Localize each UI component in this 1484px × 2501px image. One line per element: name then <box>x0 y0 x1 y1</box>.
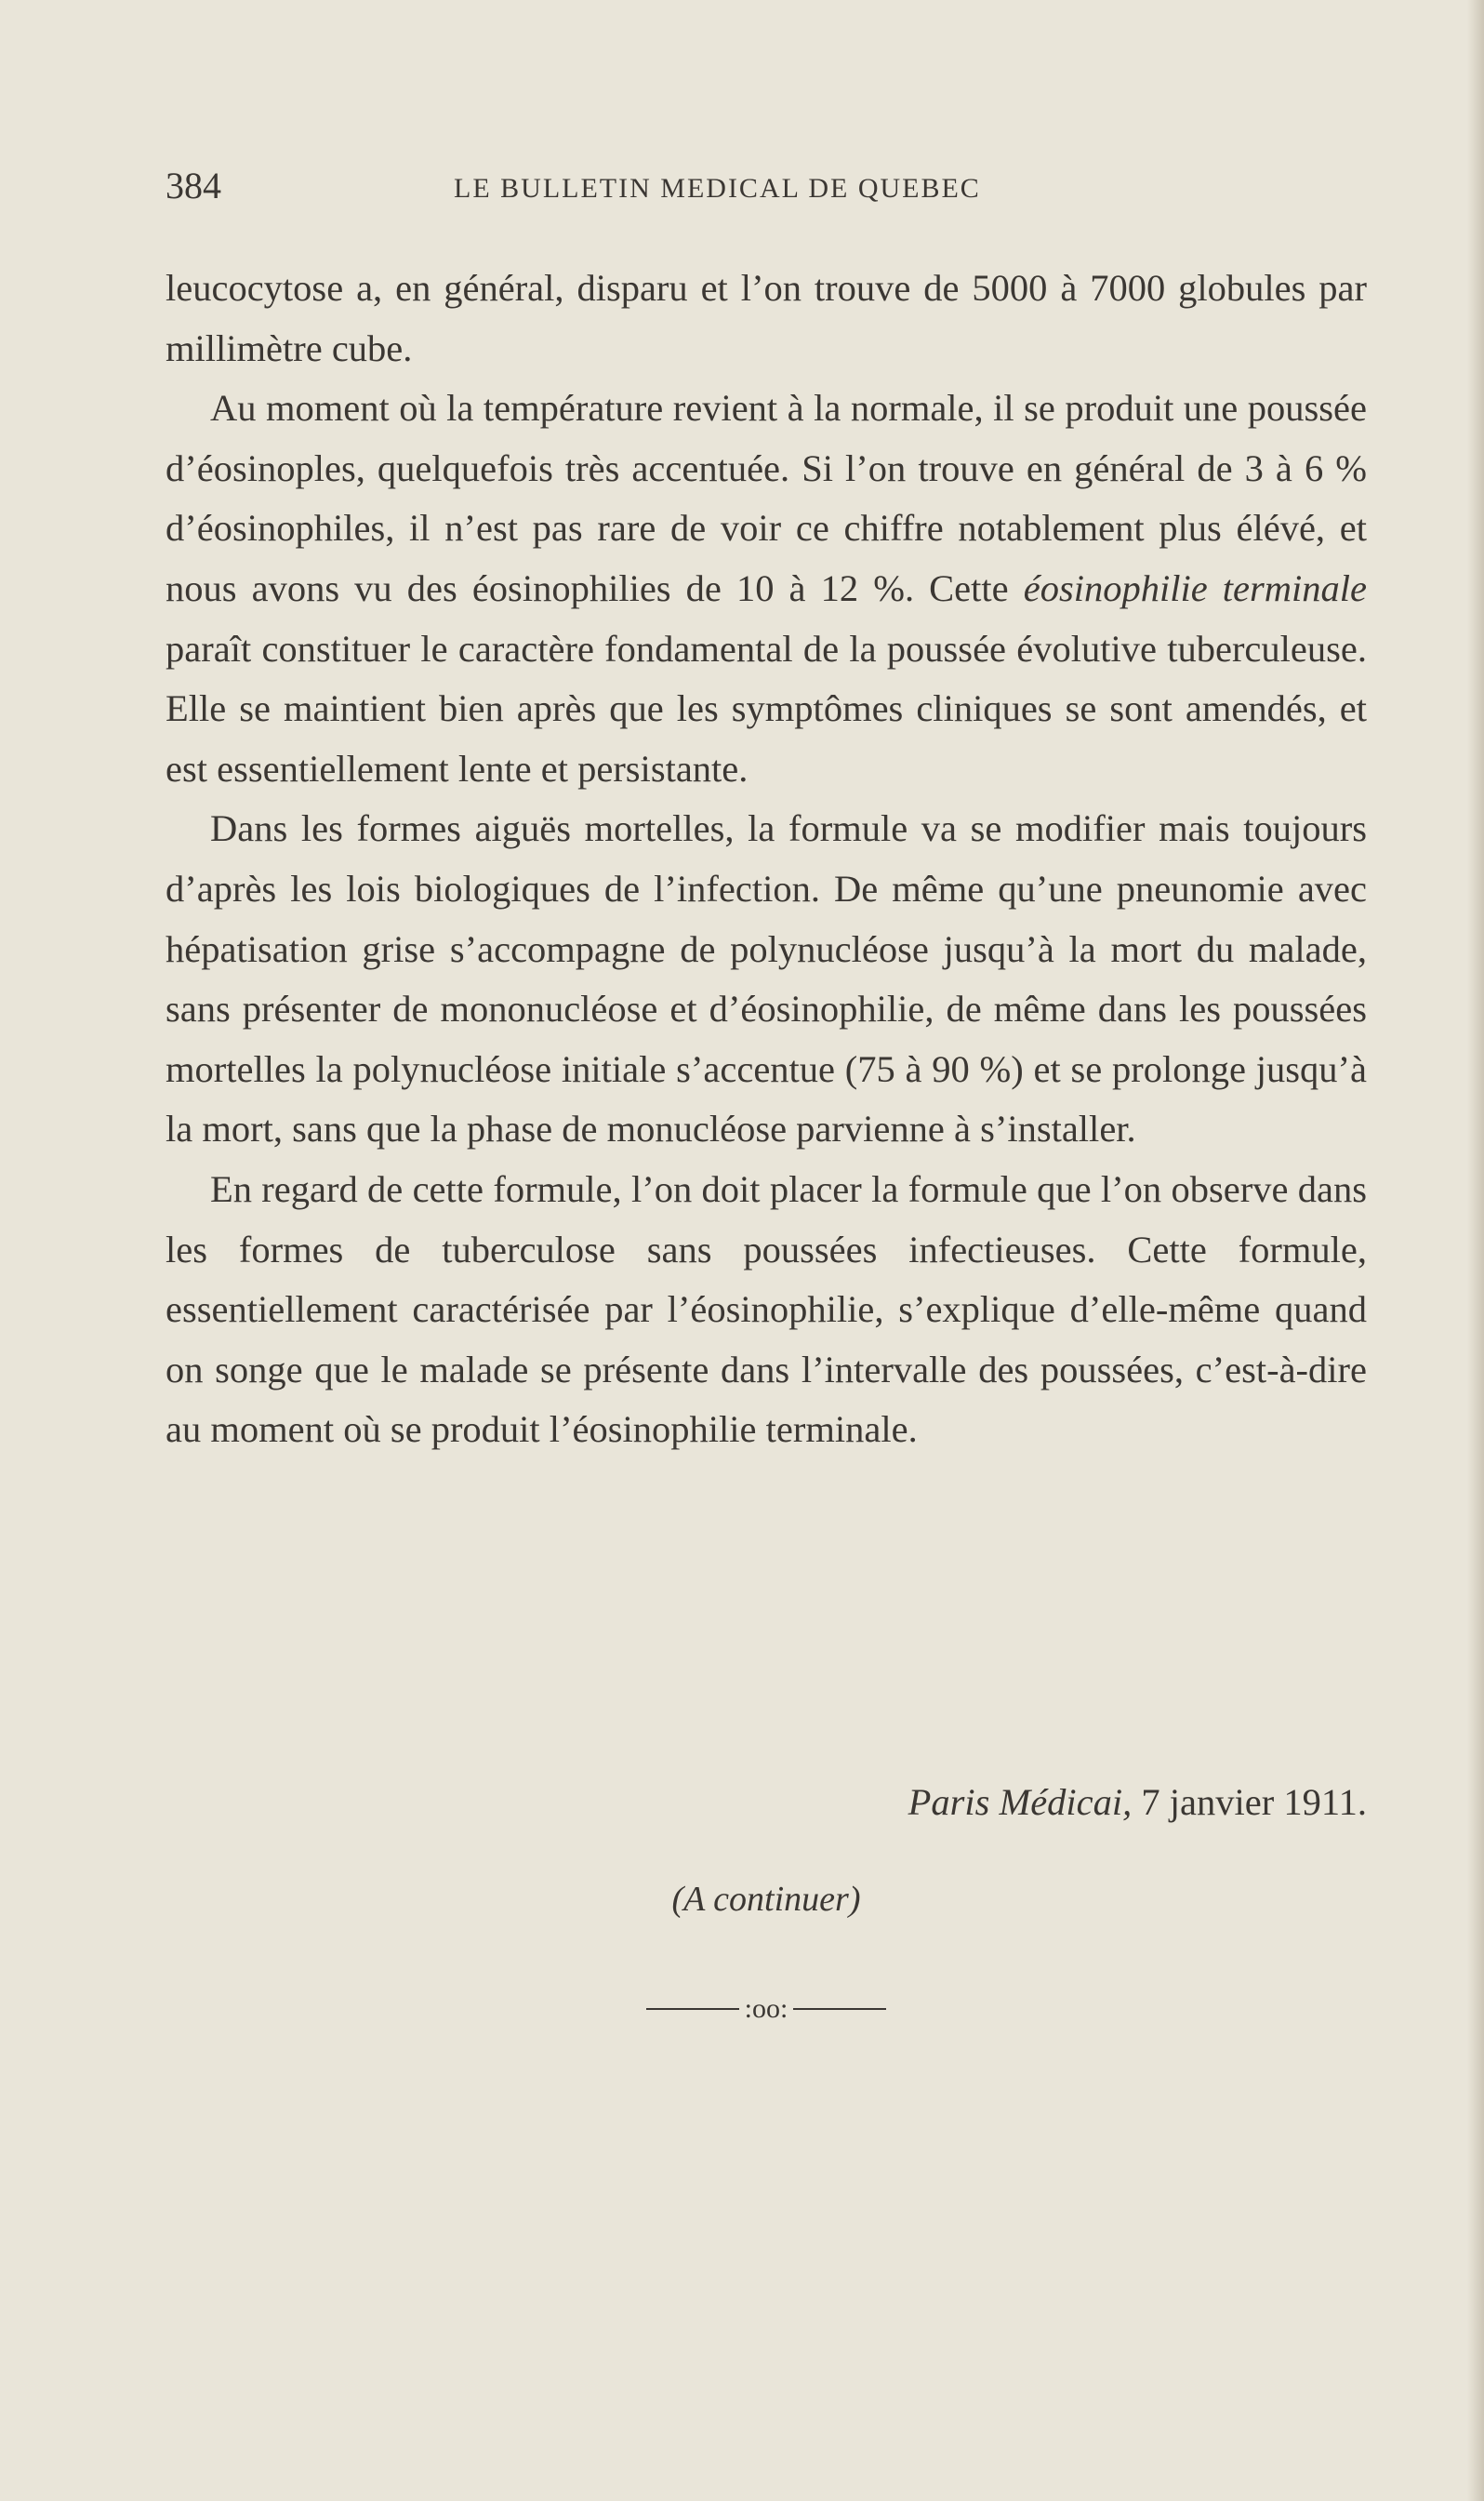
citation-journal: Paris Médicai, <box>908 1781 1133 1823</box>
article-body <box>166 259 1367 1460</box>
paragraph-2-italic-term: éosinophilie terminale <box>1023 566 1367 609</box>
continuation-note: (A continuer) <box>671 1880 861 1919</box>
paragraph-2 <box>166 379 1367 799</box>
paragraph-3: Dans les formes aiguës mortelles, la formule va se modifier mais toujours d’après les lois biologiques de l’infection. De même qu’une pneunomie avec hépatisation grise s’accompagne de polynucléose jusqu’à la mort du malade, sans présenter de mononucléose et d’éosinophilie, de même dans les poussées mortelles la polynucléose initiale s’accentue (75 à 90 %) et se prolonge jusqu’à la mort, sans que la phase de monucléose parvienne à s’installer. <box>166 807 1367 1151</box>
running-head: LE BULLETIN MEDICAL DE QUEBEC <box>454 173 981 204</box>
page-number: 384 <box>166 165 221 206</box>
separator-rule-left <box>646 2008 739 2010</box>
section-separator <box>166 1981 1367 2037</box>
paragraph-2-text-b: paraît constituer le caractère fondamental de la poussée évolutive tuberculeuse. Elle se maintient bien après que les symptômes cliniques se sont amendés, et est essentiellement lente et persistante. <box>166 627 1367 790</box>
separator-rule-right <box>793 2008 886 2010</box>
citation-date: 7 janvier 1911. <box>1132 1781 1367 1823</box>
source-citation <box>166 1773 1367 1832</box>
paragraph-2-text-a: Au moment où la température revient à la normale, il se produit une poussée d’éosinoples, quelquefois très accentuée. Si l’on trouve en général de 3 à 6 % d’éosinophiles, il n’est pas rare de voir ce chiffre notablement plus élévé, et nous avons vu des éosinophilies de 10 à 12 %. Cette <box>166 387 1367 609</box>
page-header <box>166 164 1365 220</box>
page-edge-shadow <box>1467 0 1484 2501</box>
paragraph-4: En regard de cette formule, l’on doit placer la formule que l’on observe dans les formes de tuberculose sans poussées infectieuses. Cette formule, essentiellement caractérisée par l’éosinophilie, s’explique d’elle-même quand on songe que le malade se présente dans l’intervalle des poussées, c’est-à-dire au moment où se produit l’éosinophilie terminale. <box>166 1167 1367 1451</box>
paragraph-1: leucocytose a, en général, disparu et l’on trouve de 5000 à 7000 globules par millimètre cube. <box>166 267 1367 369</box>
separator-ornament: :oo: <box>744 1993 788 2024</box>
